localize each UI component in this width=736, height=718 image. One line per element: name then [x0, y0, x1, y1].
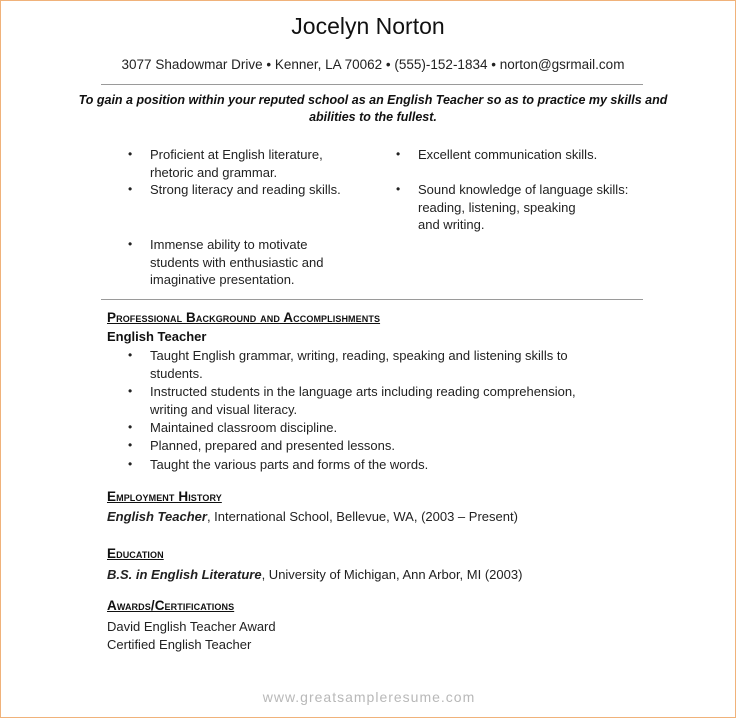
accomplishment-text: Taught English grammar, writing, reading, speaking and listening skills to	[150, 348, 568, 363]
employment-detail: , International School, Bellevue, WA, (2003 – Present)	[206, 509, 518, 524]
employment-heading: Employment History	[107, 489, 222, 504]
objective-line-2: abilities to the fullest.	[309, 110, 437, 124]
header-divider	[101, 84, 643, 85]
accomplishment-text: Instructed students in the language arts including reading comprehension,	[150, 384, 576, 399]
skill-item	[418, 146, 597, 164]
contact-line: 3077 Shadowmar Drive • Kenner, LA 70062 • (555)-152-1834 • norton@gsrmail.com	[121, 57, 625, 72]
accomplishment-item	[150, 347, 568, 382]
skill-text: Proficient at English literature,	[150, 147, 323, 162]
skill-item	[150, 236, 323, 289]
skill-item	[150, 181, 341, 199]
professional-heading: Professional Background and Accomplishments	[107, 310, 381, 325]
accomplishment-item	[150, 456, 428, 474]
watermark: www.greatsampleresume.com	[262, 689, 476, 705]
skills-divider	[101, 299, 643, 300]
accomplishment-text: Maintained classroom discipline.	[150, 420, 338, 435]
candidate-name: Jocelyn Norton	[291, 13, 445, 39]
skill-text: imaginative presentation.	[150, 272, 295, 287]
skill-text: Excellent communication skills.	[418, 147, 598, 162]
skill-text: students with enthusiastic and	[150, 254, 324, 270]
education-heading: Education	[107, 546, 164, 561]
bullet-icon: •	[128, 147, 133, 161]
accomplishment-text: Taught the various parts and forms of the words.	[150, 457, 429, 472]
bullet-icon: •	[128, 438, 133, 452]
accomplishment-item	[150, 419, 337, 437]
bullet-icon: •	[128, 420, 133, 434]
skill-item	[150, 146, 323, 181]
employment-title: English Teacher	[107, 509, 207, 524]
professional-role: English Teacher	[107, 329, 207, 344]
accomplishment-item	[150, 437, 395, 455]
skill-item	[418, 181, 628, 234]
skill-text: rhetoric and grammar.	[150, 164, 278, 180]
skill-text: reading, listening, speaking	[418, 199, 576, 215]
skill-text: Immense ability to motivate	[150, 237, 308, 252]
awards-heading: Awards/Certifications	[107, 598, 235, 613]
employment-entry	[107, 509, 518, 524]
bullet-icon: •	[396, 182, 401, 196]
objective-line-1: To gain a position within your reputed school as an English Teacher so as to practice my skills and	[78, 93, 668, 107]
accomplishment-text: students.	[150, 365, 203, 381]
award-item: Certified English Teacher	[107, 637, 252, 652]
accomplishment-item	[150, 383, 576, 418]
objective-statement	[61, 92, 685, 126]
bullet-icon: •	[128, 457, 133, 471]
award-item: David English Teacher Award	[107, 619, 276, 634]
skill-text: Sound knowledge of language skills:	[418, 182, 629, 197]
bullet-icon: •	[128, 237, 133, 251]
accomplishment-text: writing and visual literacy.	[150, 401, 298, 417]
education-entry	[107, 567, 522, 582]
skill-text: Strong literacy and reading skills.	[150, 182, 341, 197]
accomplishment-text: Planned, prepared and presented lessons.	[150, 438, 396, 453]
education-degree: B.S. in English Literature	[107, 567, 262, 582]
bullet-icon: •	[128, 348, 133, 362]
skill-text: and writing.	[418, 217, 485, 232]
bullet-icon: •	[396, 147, 401, 161]
bullet-icon: •	[128, 384, 133, 398]
bullet-icon: •	[128, 182, 133, 196]
education-detail: , University of Michigan, Ann Arbor, MI (2003)	[261, 567, 523, 582]
